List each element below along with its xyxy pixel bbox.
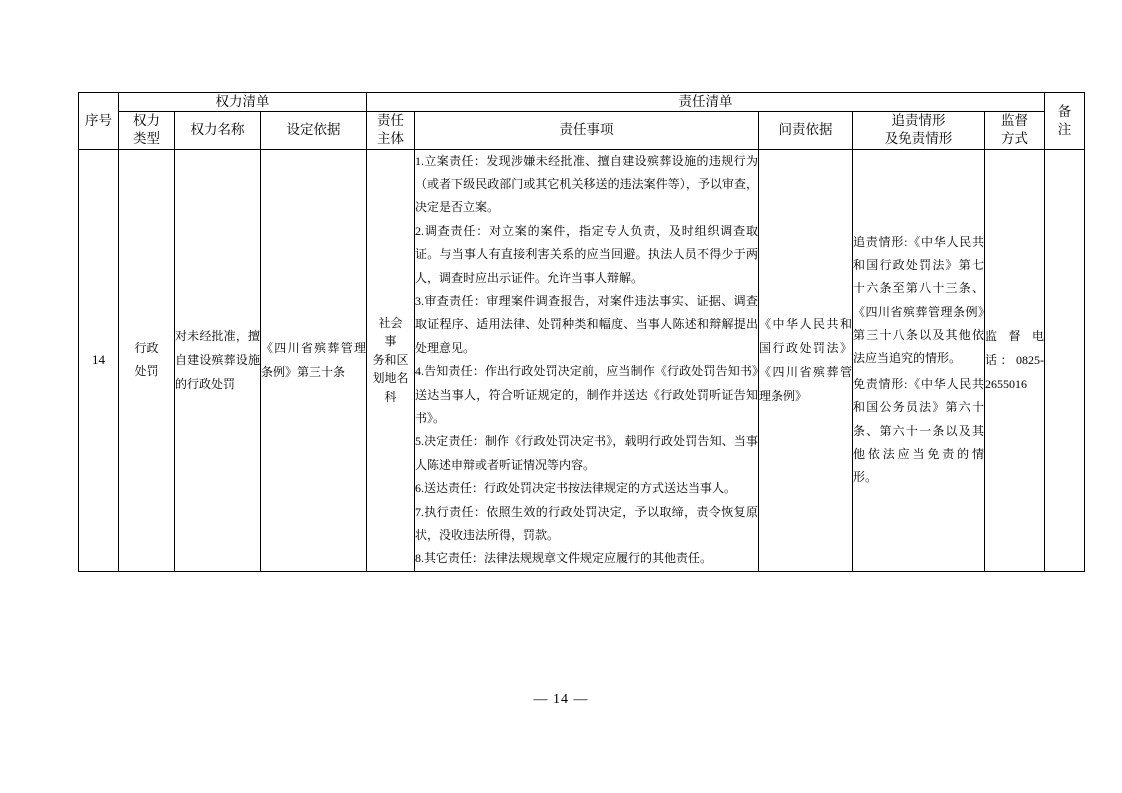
cell-subject: 社会 事 务和区 划地名 科 xyxy=(367,149,415,571)
responsibility-item: 1.立案责任：发现涉嫌未经批准、擅自建设殡葬设施的违规行为（或者下级民政部门或其它机关移送的违法案件等），予以审查，决定是否立案。 xyxy=(415,153,759,215)
cell-power-name: 对未经批准，擅自建设殡葬设施的行政处罚 xyxy=(175,149,261,571)
cell-power-type: 行政 处罚 xyxy=(119,149,175,571)
header-subject: 责任 主体 xyxy=(367,112,415,149)
cell-responsibility-items xyxy=(415,149,759,571)
header-accountability-exemption: 追责情形 及免责情形 xyxy=(853,112,985,149)
header-power-list: 权力清单 xyxy=(119,93,367,112)
table-header-group-row xyxy=(79,93,1085,112)
responsibility-item: 4.告知责任：作出行政处罚决定前，应当制作《行政处罚告知书》送达当事人，符合听证规定的，制作并送达《行政处罚听证告知书》。 xyxy=(415,364,759,425)
header-responsibility-items: 责任事项 xyxy=(415,112,759,149)
responsibility-item: 6.送达责任：行政处罚决定书按法律规定的方式送达当事人。 xyxy=(415,481,737,496)
responsibility-item: 2.调查责任：对立案的案件，指定专人负责，及时组织调查取证。与当事人有直接利害关系的应当回避。执法人员不得少于两人，调查时应出示证件。允许当事人辩解。 xyxy=(415,223,759,285)
page-number: — 14 — xyxy=(533,692,589,707)
accountability-situation: 追责情形:《中华人民共和国行政处罚法》第七十六条至第八十三条、《四川省殡葬管理条例》第三十八条以及其他依法应当追究的情形。 xyxy=(853,234,985,366)
header-supervision-method: 监督 方式 xyxy=(985,112,1045,149)
table-row xyxy=(79,149,1085,571)
cell-remarks xyxy=(1045,149,1085,571)
exemption-situation: 免责情形:《中华人民共和国公务员法》第六十条、第六十一条以及其他依法应当免责的情形。 xyxy=(853,376,985,485)
cell-basis: 《四川省殡葬管理条例》第三十条 xyxy=(261,149,367,571)
cell-accountability-basis: 《中华人民共和国行政处罚法》《四川省殡葬管理条例》 xyxy=(759,149,853,571)
header-basis: 设定依据 xyxy=(261,112,367,149)
responsibility-item: 3.审查责任：审理案件调查报告，对案件违法事实、证据、调查取证程序、适用法律、处罚种类和幅度、当事人陈述和辩解提出处理意见。 xyxy=(415,294,759,355)
cell-supervision-method: 监督电话：0825-2655016 xyxy=(985,149,1045,571)
header-power-name: 权力名称 xyxy=(175,112,261,149)
power-responsibility-table xyxy=(78,92,1085,572)
table-container xyxy=(78,92,1072,572)
responsibility-item: 7.执行责任：依照生效的行政处罚决定，予以取缔，责令恢复原状，没收违法所得，罚款。 xyxy=(415,504,759,542)
header-power-type: 权力 类型 xyxy=(119,112,175,149)
cell-accountability-exemption xyxy=(853,149,985,571)
header-remarks: 备 注 xyxy=(1045,93,1085,150)
responsibility-item: 8.其它责任：法律法规规章文件规定应履行的其他责任。 xyxy=(415,551,713,566)
cell-seq: 14 xyxy=(79,149,119,571)
header-seq: 序号 xyxy=(79,93,119,150)
responsibility-item: 5.决定责任：制作《行政处罚决定书》，载明行政处罚告知、当事人陈述申辩或者听证情况等内容。 xyxy=(415,434,759,472)
header-responsibility-list: 责任清单 xyxy=(367,93,1045,112)
table-header-column-row xyxy=(79,112,1085,149)
header-accountability-basis: 问责依据 xyxy=(759,112,853,149)
